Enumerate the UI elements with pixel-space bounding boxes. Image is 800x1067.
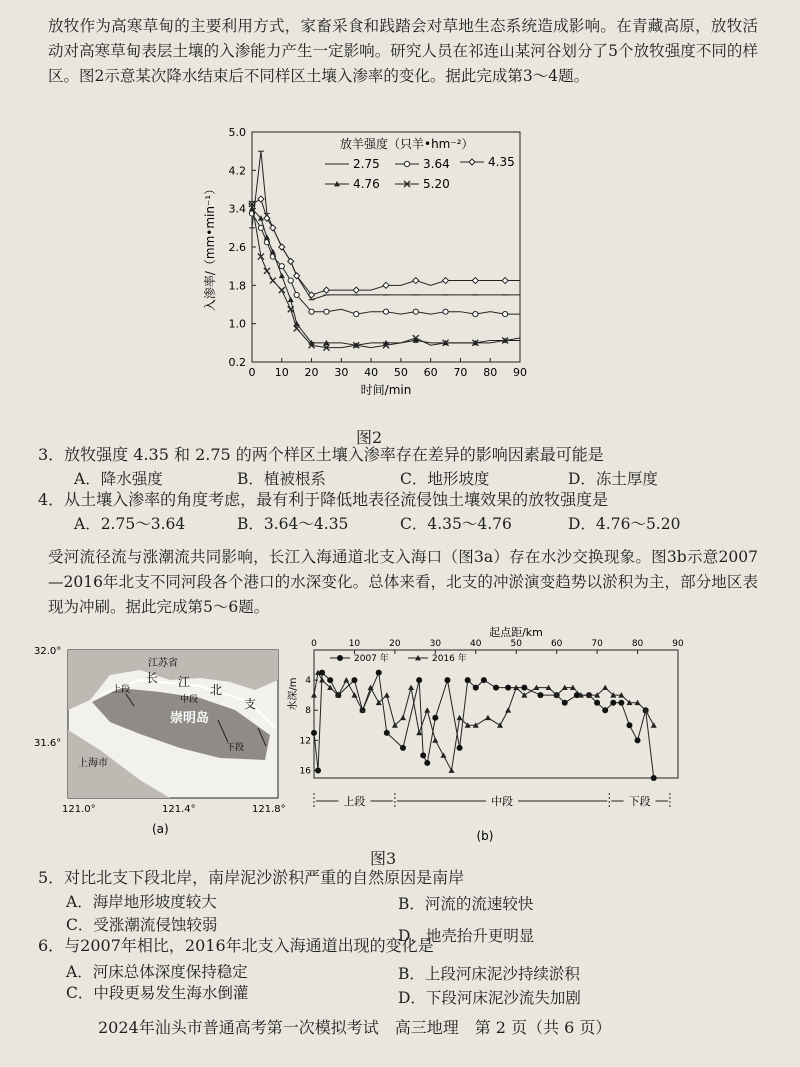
chart2-xtick-label: 0 bbox=[248, 366, 256, 379]
q3-option-b: B．植被根系 bbox=[237, 470, 326, 488]
chart3-legend-label: 2007 年 bbox=[354, 654, 389, 664]
figure-3-caption: 图3 bbox=[370, 849, 397, 868]
chart2-series-line bbox=[252, 209, 520, 346]
q5-option-b: B．河流的流速较快 bbox=[398, 895, 534, 913]
chart3-point bbox=[481, 677, 487, 683]
chart3-point bbox=[311, 730, 317, 736]
chart3-xtick-label: 80 bbox=[631, 639, 644, 649]
chart2-point bbox=[294, 325, 300, 331]
chart3-point bbox=[602, 685, 608, 690]
chart3-segment-label: 下段 bbox=[628, 795, 651, 808]
chart2-ytick-label: 2.6 bbox=[228, 241, 246, 254]
chart2-ytick-label: 0.2 bbox=[228, 356, 246, 369]
chart2-point bbox=[413, 278, 419, 284]
chart2-point bbox=[383, 282, 389, 288]
chart3-ytick-label: 8 bbox=[305, 706, 311, 717]
chart3-point bbox=[457, 745, 463, 751]
chart3-xtick-label: 60 bbox=[550, 639, 563, 649]
chart3-xtick-label: 20 bbox=[389, 639, 401, 649]
chart3-point bbox=[400, 715, 406, 720]
chart3-point bbox=[351, 692, 357, 697]
chart2-point bbox=[443, 278, 449, 284]
chart2-xlabel: 时间/min bbox=[360, 383, 412, 397]
chart3-point bbox=[635, 737, 641, 743]
chart3-point bbox=[420, 752, 426, 758]
figure-2-caption: 图2 bbox=[356, 428, 383, 447]
q4-option-d: D．4.76～5.20 bbox=[568, 515, 681, 533]
chart3-point bbox=[343, 677, 349, 682]
chart3-point bbox=[319, 677, 325, 682]
chart2-point bbox=[279, 287, 285, 293]
intro-paragraph-1: 放牧作为高寒草甸的主要利用方式，家畜采食和践踏会对草地生态系统造成影响。在青藏高原，放牧活动对高寒草甸表层土壤的入渗能力产生一定影响。研究人员在祁连山某河谷划分了5个放牧强度不同的样区。图2示意某次降水结束后不同样区土壤入渗率的变化。据此完成第3～4题。 bbox=[48, 17, 758, 85]
chart3-point bbox=[618, 700, 624, 706]
map-lat-31-6: 31.6° bbox=[34, 738, 62, 749]
chart2-xtick-label: 10 bbox=[274, 366, 289, 379]
chart3-point bbox=[400, 745, 406, 751]
chart3-frame bbox=[314, 650, 678, 778]
q5-option-d: D．地壳抬升更明显 bbox=[398, 927, 535, 945]
chart2-legend-marker bbox=[469, 159, 475, 165]
chart3-point bbox=[432, 737, 438, 742]
chart3-point bbox=[449, 767, 455, 772]
chart3-point bbox=[416, 677, 422, 683]
chart2-point bbox=[502, 278, 508, 284]
chart3-ytick-label: 4 bbox=[305, 676, 311, 687]
chart2-xtick-label: 50 bbox=[393, 366, 408, 379]
q3-option-c: C．地形坡度 bbox=[400, 470, 490, 488]
chart3-point bbox=[376, 670, 382, 676]
chart2-xtick-label: 20 bbox=[304, 366, 319, 379]
chart3-point bbox=[457, 715, 463, 720]
q6-option-d: D．下段河床泥沙流失加剧 bbox=[398, 989, 581, 1007]
chart2-point bbox=[309, 309, 314, 314]
chart2-point bbox=[288, 297, 294, 302]
chart3-point bbox=[424, 760, 430, 766]
chart3-ytick-label: 16 bbox=[299, 766, 311, 777]
map-label-lower: 下段 bbox=[226, 743, 245, 753]
map-lon-121-4: 121.4° bbox=[162, 804, 196, 815]
chart3-point bbox=[444, 677, 450, 683]
chart3-point bbox=[440, 752, 446, 757]
q3-option-a: A．降水强度 bbox=[74, 470, 163, 488]
chart2-point bbox=[353, 287, 359, 293]
chart3-point bbox=[416, 730, 422, 735]
chart3-point bbox=[651, 775, 657, 781]
chart2-point bbox=[288, 278, 293, 283]
chart2-point bbox=[413, 309, 418, 314]
chart2-point bbox=[294, 292, 299, 297]
chart2-legend-label: 5.20 bbox=[423, 177, 450, 191]
chart3-xtick-label: 40 bbox=[470, 639, 482, 649]
chart3-point bbox=[327, 677, 333, 683]
question-4-stem: 4．从土壤入渗率的角度考虑，最有利于降低地表径流侵蚀土壤效果的放牧强度是 bbox=[38, 490, 609, 509]
chart2-ytick-label: 3.4 bbox=[228, 202, 246, 216]
chart2-point bbox=[443, 309, 448, 314]
q4-option-c: C．4.35～4.76 bbox=[400, 515, 512, 533]
question-5-stem: 5．对比北支下段北岸，南岸泥沙淤积严重的自然原因是南岸 bbox=[38, 868, 465, 887]
chart2-xtick-label: 90 bbox=[513, 366, 527, 379]
water-depth-chart bbox=[290, 628, 690, 848]
chart3-point bbox=[311, 692, 317, 697]
chart3-point bbox=[473, 685, 479, 691]
chart3-point bbox=[594, 700, 600, 706]
chart3-point bbox=[497, 722, 503, 727]
chart2-ytick-label: 1.0 bbox=[228, 317, 246, 331]
chart2-legend-label: 3.64 bbox=[423, 157, 450, 171]
chart2-ytick-label: 1.8 bbox=[228, 279, 246, 293]
question-3-stem: 3．放牧强度 4.35 和 2.75 的两个样区土壤入渗率存在差异的影响因素最可能是 bbox=[38, 445, 604, 464]
q6-option-a: A．河床总体深度保持稳定 bbox=[66, 963, 248, 981]
chart2-point bbox=[264, 215, 270, 221]
chart3-point bbox=[521, 685, 527, 691]
chart3-point bbox=[485, 715, 491, 720]
chart2-ytick-label: 4.2 bbox=[228, 164, 246, 178]
chart3-segment-label: 中段 bbox=[491, 795, 514, 808]
chart3-point bbox=[384, 730, 390, 736]
chart2-legend-marker bbox=[404, 161, 409, 166]
map-bei-char-1: 长 bbox=[146, 671, 159, 685]
chart2-point bbox=[258, 196, 264, 202]
chart3-xtick-label: 90 bbox=[672, 639, 684, 649]
chart3-segment-label: 上段 bbox=[343, 795, 366, 808]
chart3-series-line bbox=[314, 673, 654, 778]
chart2-xtick-label: 40 bbox=[364, 366, 379, 379]
chart3-series-line bbox=[314, 673, 654, 771]
map-bei-char-4: 支 bbox=[244, 697, 257, 711]
chart3-point bbox=[602, 707, 608, 713]
intro-paragraph-2: 受河流径流与涨潮流共同影响，长江入海通道北支入海口（图3a）存在水沙交换现象。图3b示意2007—2016年北支不同河段各个港口的水深变化。总体来看，北支的冲淤演变趋势以淤积为主，部分地区表现为冲刷。据此完成第5～6题。 bbox=[48, 548, 758, 616]
chart2-point bbox=[279, 244, 285, 250]
chart2-point bbox=[258, 225, 263, 230]
q5-option-a: A．海岸地形坡度较大 bbox=[66, 893, 217, 911]
chart2-series-line bbox=[252, 151, 520, 300]
chart2-point bbox=[323, 287, 329, 293]
map-bei-char-2: 江 bbox=[178, 675, 191, 689]
chart2-point bbox=[270, 278, 276, 284]
map-lon-121-0: 121.0° bbox=[62, 804, 96, 815]
chart3-point bbox=[626, 722, 632, 728]
q4-option-b: B．3.64～4.35 bbox=[237, 515, 349, 533]
chart2-point bbox=[383, 309, 388, 314]
q6-option-c: C．中段更易发生海水倒灌 bbox=[66, 984, 249, 1002]
chart2-point bbox=[503, 311, 508, 316]
chart3-point bbox=[651, 722, 657, 727]
chart3-xtick-label: 70 bbox=[591, 639, 603, 649]
chart3-point bbox=[505, 707, 511, 712]
chart2-point bbox=[473, 311, 478, 316]
chart2-xtick-label: 30 bbox=[334, 366, 349, 379]
chart2-legend-label: 4.76 bbox=[353, 177, 380, 191]
chart2-series-line bbox=[252, 204, 520, 348]
chart2-point bbox=[324, 309, 329, 314]
chart2-legend-title: 放羊强度（只羊•hm⁻²） bbox=[340, 137, 474, 151]
chart2-ylabel: 入渗率/（mm•min⁻¹） bbox=[203, 182, 217, 312]
chart3-point bbox=[537, 692, 543, 698]
chart2-point bbox=[279, 273, 285, 278]
chart3-point bbox=[465, 677, 471, 683]
q5-option-c: C．受涨潮流侵蚀较弱 bbox=[66, 916, 218, 934]
chart3-xtick-label: 10 bbox=[348, 639, 361, 649]
chart2-point bbox=[270, 225, 276, 231]
chart3-xtick-label: 0 bbox=[311, 639, 317, 649]
map-label-chongming: 崇明岛 bbox=[170, 711, 210, 726]
map-lat-32: 32.0° bbox=[34, 646, 62, 657]
q4-option-a: A．2.75～3.64 bbox=[74, 515, 186, 533]
chart2-point bbox=[472, 278, 478, 284]
chart3-ylabel: 水深/m bbox=[288, 677, 299, 711]
map-label-jiangsu: 江苏省 bbox=[148, 658, 178, 669]
chart3-legend-marker bbox=[337, 655, 343, 661]
chart2-xtick-label: 80 bbox=[483, 366, 498, 379]
infiltration-chart bbox=[190, 118, 550, 418]
estuary-map bbox=[30, 640, 290, 840]
map-label-upper: 上段 bbox=[112, 685, 131, 695]
chart3-xtick-label: 30 bbox=[429, 639, 442, 649]
map-label-middle: 中段 bbox=[180, 695, 199, 705]
map-bei-char-3: 北 bbox=[210, 683, 223, 697]
chart2-legend-label: 4.35 bbox=[488, 155, 515, 169]
chart3-point bbox=[351, 677, 357, 683]
chart3-point bbox=[610, 700, 616, 706]
q6-option-b: B．上段河床泥沙持续淤积 bbox=[398, 965, 580, 983]
map-label-a: (a) bbox=[152, 822, 169, 836]
chart2-legend-label: 2.75 bbox=[353, 157, 380, 171]
chart3-title: 起点距/km bbox=[489, 626, 543, 639]
chart2-point bbox=[288, 258, 294, 264]
chart3-point bbox=[432, 715, 438, 721]
map-lon-121-8: 121.8° bbox=[252, 804, 286, 815]
question-6-stem: 6．与2007年相比，2016年北支入海通道出现的变化是 bbox=[38, 936, 434, 955]
chart2-xtick-label: 70 bbox=[453, 366, 468, 379]
chart3-point bbox=[505, 685, 511, 691]
chart3-point bbox=[562, 700, 568, 706]
chart2-ytick-label: 5.0 bbox=[228, 126, 246, 139]
chart2-point bbox=[264, 268, 270, 274]
chart2-point bbox=[354, 311, 359, 316]
chart3-xtick-label: 50 bbox=[510, 639, 522, 649]
chart3-label-b: (b) bbox=[476, 829, 494, 843]
map-label-shanghai: 上海市 bbox=[78, 758, 108, 769]
chart3-point bbox=[384, 692, 390, 697]
chart3-ytick-label: 12 bbox=[299, 736, 311, 747]
chart3-point bbox=[315, 767, 321, 773]
chart3-point bbox=[424, 707, 430, 712]
chart2-xtick-label: 60 bbox=[423, 366, 438, 379]
page-footer: 2024年汕头市普通高考第一次模拟考试 高三地理 第 2 页（共 6 页） bbox=[98, 1018, 612, 1037]
chart3-point bbox=[493, 685, 499, 691]
chart3-point bbox=[408, 685, 414, 690]
chart2-frame bbox=[252, 132, 520, 362]
chart2-point bbox=[279, 264, 284, 269]
chart3-legend-label: 2016 年 bbox=[432, 654, 467, 664]
q3-option-d: D．冻土厚度 bbox=[568, 470, 658, 488]
